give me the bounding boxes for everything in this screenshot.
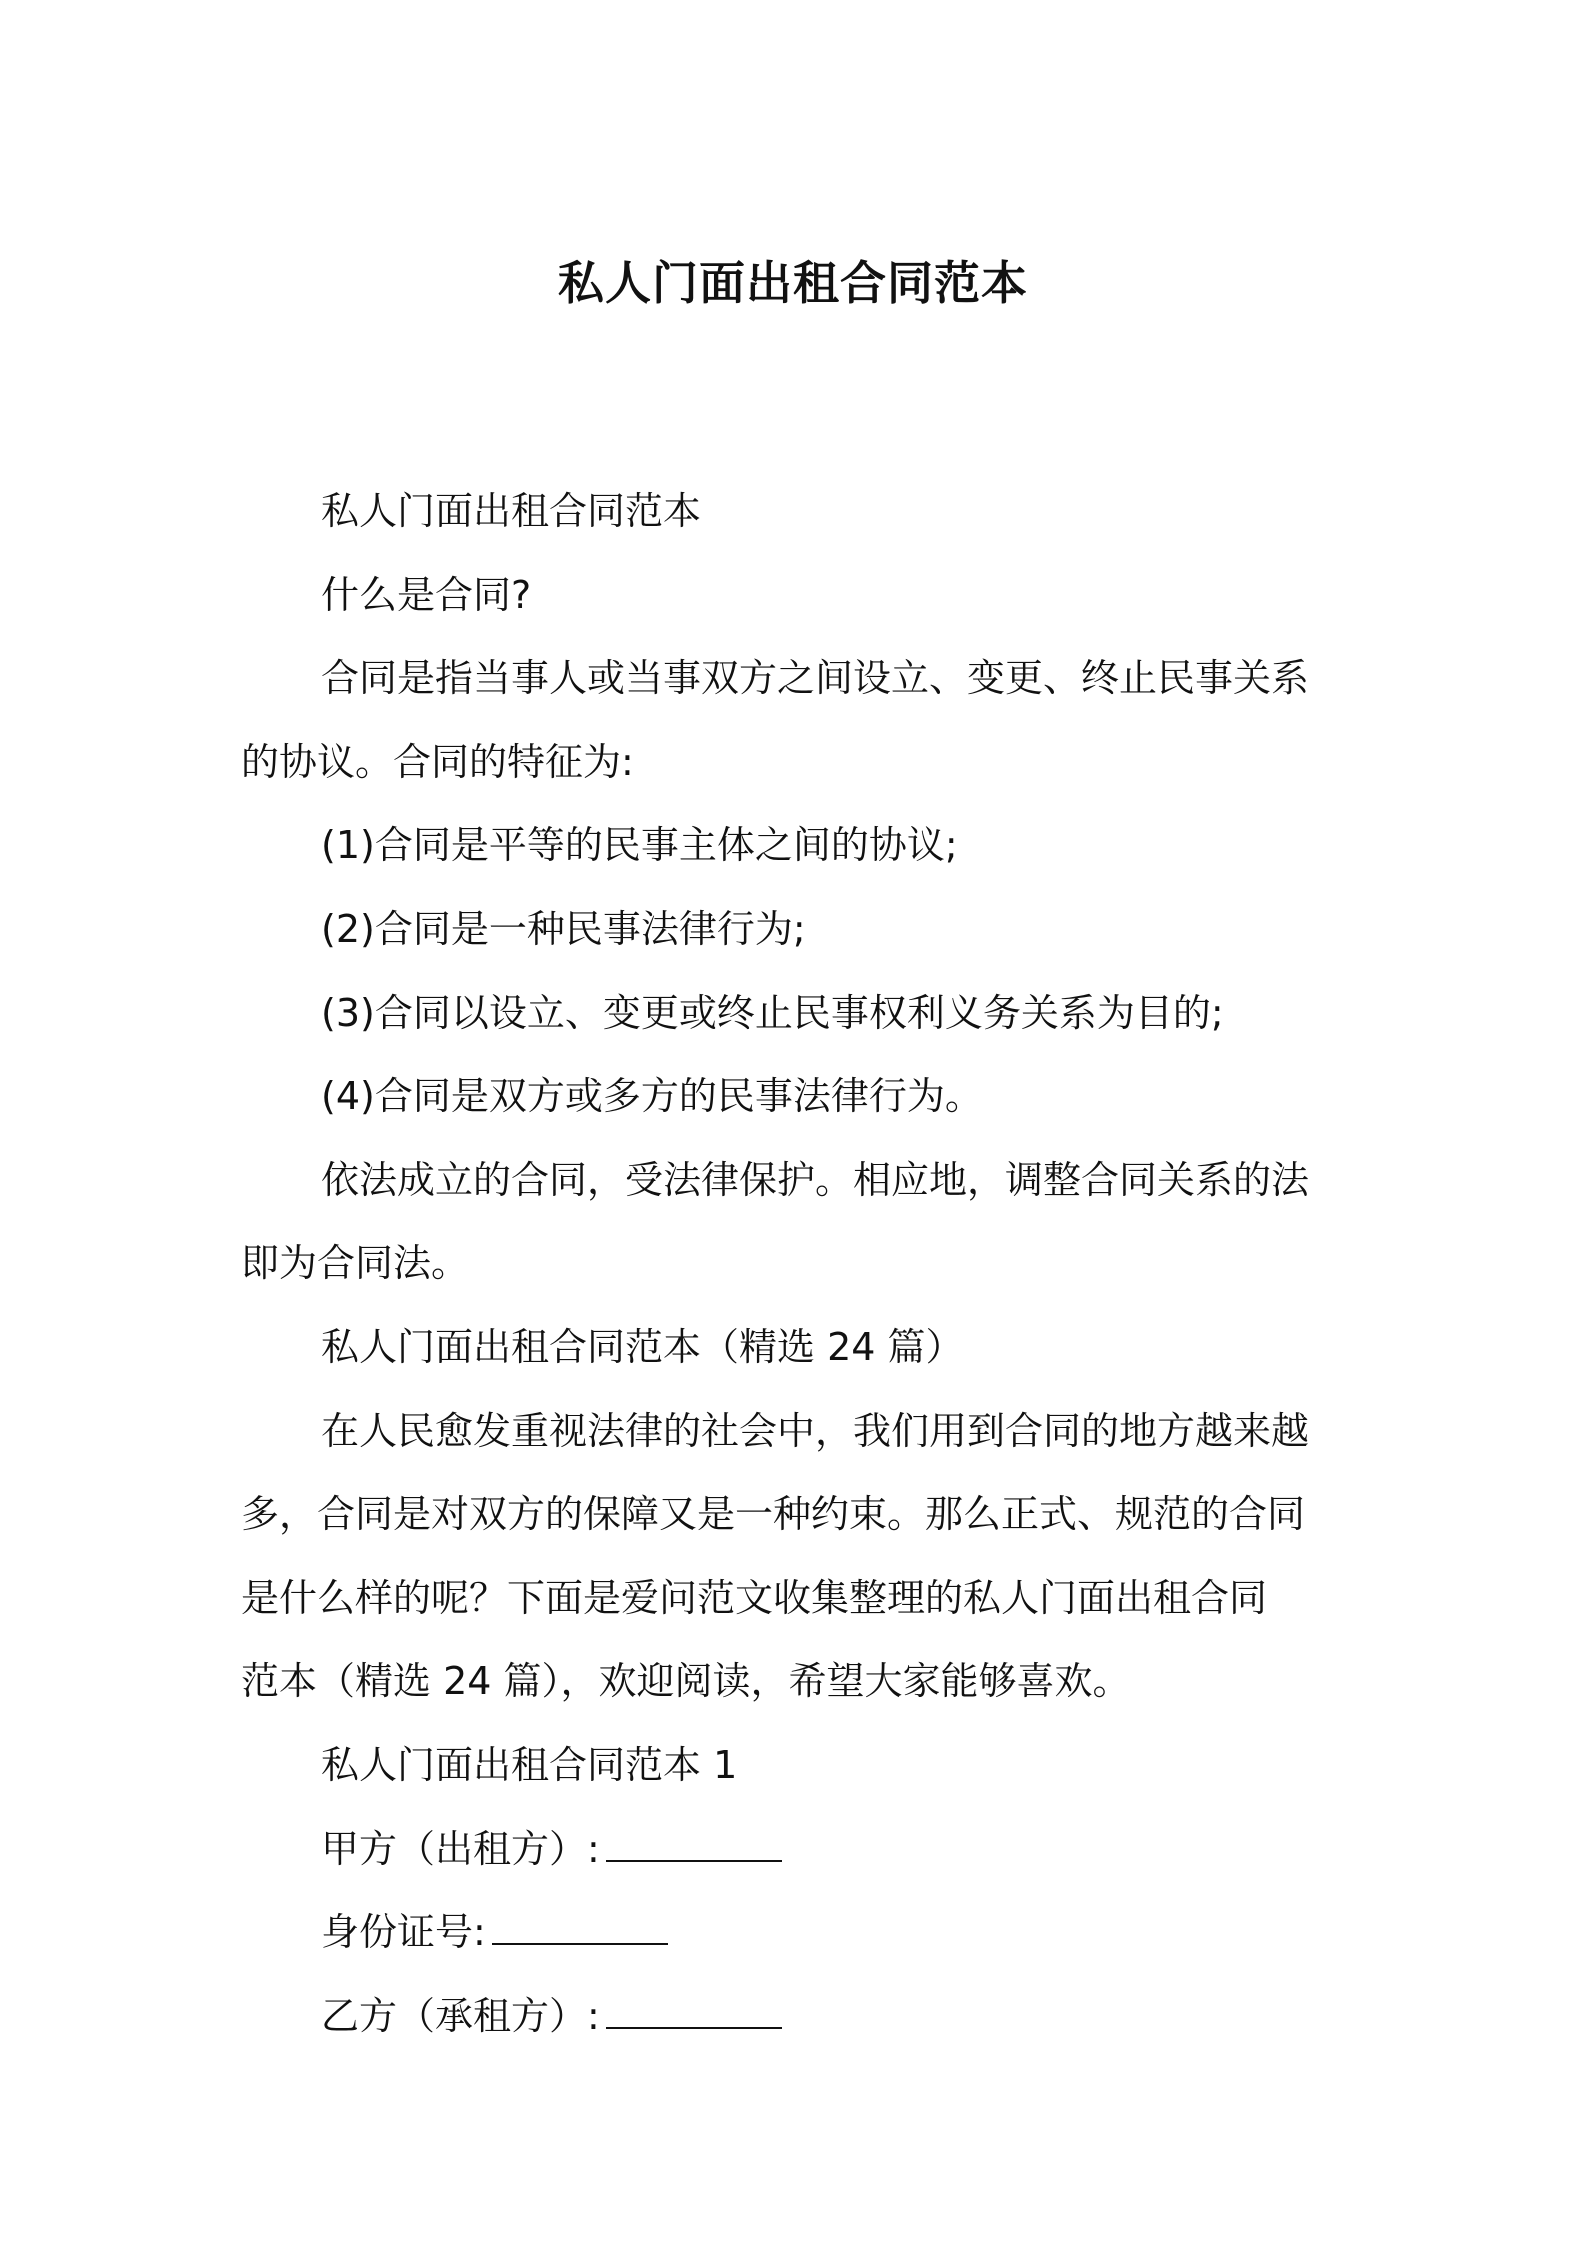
paragraph-line: 是什么样的呢？下面是爱问范文收集整理的私人门面出租合同 (241, 1575, 1268, 1620)
section-heading: 私人门面出租合同范本 (321, 489, 702, 533)
paragraph-line: 在人民愈发重视法律的社会中，我们用到合同的地方越来越 (321, 1408, 1310, 1453)
paragraph-line: 依法成立的合同，受法律保护。相应地，调整合同关系的法 (321, 1157, 1310, 1202)
party-b-label: 乙方（承租方）: (321, 1993, 600, 2038)
id-number-blank (492, 1909, 668, 1945)
section-heading: 私人门面出租合同范本（精选 24 篇） (321, 1324, 964, 1369)
id-number-field (241, 1891, 1351, 1975)
paragraph-line: 即为合同法。 (241, 1241, 470, 1286)
party-a-field (241, 1808, 1351, 1892)
list-item: (2)合同是一种民事法律行为; (321, 906, 806, 951)
section-heading: 私人门面出租合同范本 1 (321, 1742, 738, 1787)
id-number-label: 身份证号: (321, 1910, 486, 1955)
paragraph-line: 范本（精选 24 篇），欢迎阅读，希望大家能够喜欢。 (241, 1659, 1131, 1704)
question-heading: 什么是合同? (321, 572, 532, 617)
party-b-field (241, 1975, 1351, 2059)
paragraph-line: 的协议。合同的特征为: (241, 739, 634, 784)
list-item: (3)合同以设立、变更或终止民事权利义务关系为目的; (321, 990, 1224, 1035)
list-item: (1)合同是平等的民事主体之间的协议; (321, 823, 958, 868)
paragraph-line: 合同是指当事人或当事双方之间设立、变更、终止民事关系 (321, 656, 1310, 701)
document-title: 私人门面出租合同范本 (558, 256, 1028, 310)
party-b-blank (606, 1993, 782, 2029)
party-a-blank (606, 1826, 782, 1862)
party-a-label: 甲方（出租方）: (321, 1826, 600, 1871)
list-item: (4)合同是双方或多方的民事法律行为。 (321, 1074, 983, 1119)
document-body (241, 470, 1351, 2058)
paragraph-line: 多，合同是对双方的保障又是一种约束。那么正式、规范的合同 (241, 1492, 1306, 1537)
